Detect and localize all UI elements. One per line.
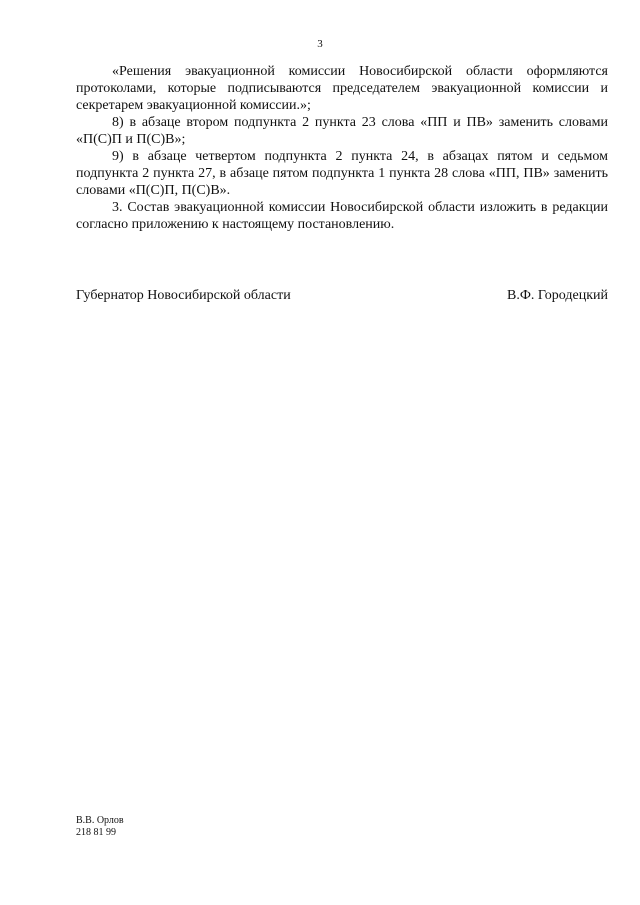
- document-body: [76, 63, 608, 233]
- paragraph-item-3: 3. Состав эвакуационной комиссии Новосибирской области изложить в редакции согласно приложению к настоящему постановлению.: [76, 200, 608, 232]
- signatory-position: Губернатор Новосибирской области: [76, 288, 291, 303]
- signature-block: [76, 287, 608, 304]
- paragraph-item-8: 8) в абзаце втором подпункта 2 пункта 23 слова «ПП и ПВ» заменить словами «П(С)П и П(С)В»;: [76, 115, 608, 147]
- page-number: 3: [317, 38, 323, 50]
- paragraph-decision-protocols: «Решения эвакуационной комиссии Новосибирской области оформляются протоколами, которые подписываются председателем эвакуационной комиссии и секретарем эвакуационной комиссии.»;: [76, 64, 608, 113]
- executor-footer: [76, 815, 124, 839]
- executor-phone: 218 81 99: [76, 827, 116, 838]
- paragraph-item-9: 9) в абзаце четвертом подпункта 2 пункта 24, в абзацах пятом и седьмом подпункта 2 пункта 27, в абзаце пятом подпункта 1 пункта 28 слова «ПП, ПВ» заменить словами «П(С)П, П(С)В».: [76, 149, 608, 198]
- signatory-name: В.Ф. Городецкий: [507, 288, 608, 303]
- executor-name: В.В. Орлов: [76, 815, 124, 826]
